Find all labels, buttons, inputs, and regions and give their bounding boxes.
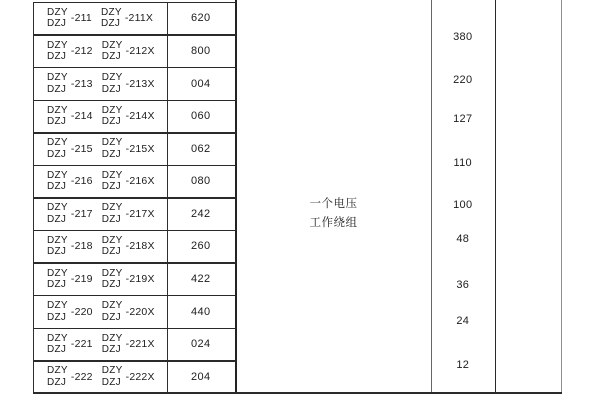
model-cell (34, 295, 167, 328)
model-designation (102, 170, 155, 193)
model-prefix-stack (47, 365, 68, 388)
model-prefix-dzj: DZJ (101, 344, 121, 356)
voltage-value: 100 (453, 199, 473, 211)
model-suffix: -219 (70, 273, 93, 286)
model-designation (102, 268, 155, 291)
code-cell: 062 (190, 142, 211, 155)
model-suffix: -222 (70, 370, 93, 383)
model-suffix: -218X (125, 240, 155, 253)
voltage-value: 48 (456, 233, 470, 245)
model-designation (47, 105, 93, 128)
model-prefix-dzj: DZJ (47, 116, 67, 128)
model-cell (34, 263, 167, 296)
code-cell: 260 (190, 240, 211, 253)
model-prefix-dzy: DZY (47, 169, 68, 181)
code-cell: 242 (190, 207, 211, 220)
model-suffix: -215X (125, 142, 155, 155)
code-cell: 024 (190, 338, 211, 351)
table-row (34, 67, 235, 100)
model-prefix-dzj: DZJ (101, 83, 121, 95)
model-prefix-dzy: DZY (101, 202, 123, 214)
model-prefix-dzy: DZY (101, 169, 123, 181)
table-row (34, 263, 235, 296)
model-prefix-dzy: DZY (47, 72, 68, 84)
code-cell: 422 (190, 273, 211, 286)
model-designation (47, 137, 93, 160)
model-prefix-dzj: DZJ (101, 181, 121, 193)
model-prefix-dzj: DZJ (101, 279, 121, 291)
model-prefix-dzj: DZJ (47, 181, 67, 193)
model-prefix-dzj: DZJ (47, 279, 67, 291)
model-designation (47, 268, 93, 291)
model-designation (102, 105, 155, 128)
model-prefix-stack (47, 300, 68, 323)
model-suffix: -218 (70, 240, 93, 253)
table-row (34, 100, 235, 133)
model-prefix-stack (47, 333, 68, 356)
code-cell: 204 (190, 370, 211, 383)
model-designation (102, 235, 155, 258)
model-prefix-dzy: DZY (47, 365, 68, 377)
model-suffix: -219X (125, 273, 155, 286)
model-designation (47, 333, 93, 356)
model-suffix: -216X (125, 175, 155, 188)
model-prefix-dzy: DZY (47, 267, 68, 279)
model-prefix-dzy: DZY (101, 72, 123, 84)
model-designation (102, 72, 155, 95)
model-prefix-dzy: DZY (101, 332, 123, 344)
table-vertical-border (495, 0, 497, 394)
model-prefix-dzy: DZY (101, 234, 123, 246)
model-prefix-stack (47, 105, 68, 128)
model-prefix-dzy: DZY (100, 6, 122, 18)
winding-label (237, 195, 430, 232)
model-designation (47, 40, 93, 63)
model-prefix-dzy: DZY (101, 267, 123, 279)
table-row (34, 230, 235, 263)
code-cell: 004 (190, 77, 211, 90)
model-designation (101, 7, 153, 30)
model-suffix: -212 (70, 45, 93, 58)
table-row (34, 132, 235, 165)
code-cell: 080 (190, 175, 211, 188)
model-prefix-stack (102, 202, 123, 225)
code-cell: 060 (190, 110, 211, 123)
table-row (34, 35, 235, 68)
table-row (34, 2, 235, 35)
model-suffix: -217 (70, 207, 93, 220)
model-prefix-stack (102, 300, 123, 323)
code-cell: 800 (190, 45, 211, 58)
model-prefix-stack (102, 137, 123, 160)
model-prefix-dzy: DZY (101, 300, 123, 312)
model-prefix-dzj: DZJ (100, 18, 121, 30)
voltage-value: 380 (453, 31, 473, 43)
table-vertical-border (561, 0, 563, 394)
model-cell (34, 35, 167, 68)
model-prefix-dzj: DZJ (47, 344, 67, 356)
model-designation (47, 235, 93, 258)
model-designation (47, 365, 93, 388)
table-row (34, 165, 235, 198)
model-prefix-stack (47, 235, 68, 258)
model-prefix-dzy: DZY (47, 234, 68, 246)
model-prefix-stack (47, 137, 68, 160)
model-prefix-stack (101, 7, 122, 30)
table-row (34, 295, 235, 328)
model-cell (34, 198, 167, 231)
model-designation (102, 202, 155, 225)
model-suffix: -211X (124, 12, 154, 25)
model-prefix-stack (102, 235, 123, 258)
model-prefix-dzj: DZJ (101, 148, 121, 160)
model-prefix-stack (102, 333, 123, 356)
model-designation (47, 170, 93, 193)
model-prefix-stack (47, 40, 68, 63)
model-prefix-dzj: DZJ (47, 83, 67, 95)
model-suffix: -221 (70, 338, 93, 351)
model-suffix: -222X (125, 370, 155, 383)
voltage-value: 127 (453, 113, 473, 125)
model-prefix-dzy: DZY (101, 39, 123, 51)
model-prefix-stack (47, 268, 68, 291)
model-prefix-stack (47, 202, 68, 225)
model-suffix: -216 (70, 175, 93, 188)
model-prefix-stack (102, 105, 123, 128)
model-prefix-dzj: DZJ (47, 51, 67, 63)
model-prefix-stack (102, 365, 123, 388)
model-prefix-dzy: DZY (47, 300, 68, 312)
model-prefix-dzy: DZY (47, 39, 68, 51)
model-prefix-dzj: DZJ (47, 376, 67, 388)
model-prefix-stack (102, 170, 123, 193)
winding-label-line2: 工作绕组 (309, 216, 358, 229)
model-prefix-dzj: DZJ (47, 148, 67, 160)
model-prefix-stack (102, 268, 123, 291)
model-cell (34, 100, 167, 133)
table-row (34, 328, 235, 361)
voltage-value: 36 (456, 279, 470, 291)
model-designation (47, 202, 93, 225)
model-prefix-dzy: DZY (101, 365, 123, 377)
model-suffix: -221X (125, 338, 155, 351)
model-cell (34, 230, 167, 263)
model-cell (34, 360, 167, 393)
model-prefix-dzy: DZY (47, 104, 68, 116)
model-prefix-dzj: DZJ (101, 213, 121, 225)
model-suffix: -215 (70, 142, 93, 155)
voltage-value: 24 (456, 315, 470, 327)
model-designation (102, 333, 155, 356)
table-row (34, 198, 235, 231)
model-cell (34, 328, 167, 361)
model-suffix: -220X (125, 305, 155, 318)
model-prefix-dzj: DZJ (101, 51, 121, 63)
model-prefix-dzj: DZJ (47, 213, 67, 225)
model-prefix-dzy: DZY (47, 6, 68, 18)
model-cell (34, 2, 167, 35)
model-designation (47, 300, 93, 323)
voltage-value: 110 (453, 157, 472, 169)
voltage-value: 220 (453, 74, 473, 86)
model-prefix-dzj: DZJ (101, 246, 121, 258)
model-prefix-dzy: DZY (101, 104, 123, 116)
code-cell: 440 (190, 305, 211, 318)
model-prefix-dzy: DZY (47, 137, 68, 149)
model-suffix: -214X (125, 110, 155, 123)
model-prefix-dzj: DZJ (101, 311, 121, 323)
model-suffix: -213 (70, 77, 93, 90)
model-prefix-dzy: DZY (47, 202, 68, 214)
model-prefix-dzy: DZY (101, 137, 123, 149)
model-prefix-dzj: DZJ (101, 116, 121, 128)
model-designation (102, 137, 155, 160)
winding-label-line1: 一个电压 (309, 198, 358, 210)
model-designation (102, 40, 155, 63)
voltage-value: 12 (456, 359, 470, 371)
model-cell (34, 67, 167, 100)
model-prefix-stack (47, 170, 68, 193)
code-cell: 620 (190, 12, 211, 25)
model-suffix: -217X (125, 207, 155, 220)
model-suffix: -220 (70, 305, 93, 318)
model-prefix-stack (102, 40, 123, 63)
model-cell (34, 165, 167, 198)
model-designation (47, 72, 93, 95)
model-prefix-dzj: DZJ (101, 376, 121, 388)
voltage-column (431, 0, 495, 394)
model-designation (102, 365, 155, 388)
model-designation (102, 300, 155, 323)
table-row (34, 360, 235, 393)
model-prefix-stack (102, 72, 123, 95)
model-prefix-dzy: DZY (47, 332, 68, 344)
model-suffix: -213X (125, 77, 155, 90)
model-prefix-stack (47, 72, 68, 95)
model-cell (34, 132, 167, 165)
model-prefix-dzj: DZJ (47, 311, 67, 323)
model-prefix-dzj: DZJ (47, 18, 67, 30)
model-suffix: -211 (70, 12, 92, 25)
model-suffix: -214 (70, 110, 93, 123)
model-suffix: -212X (125, 45, 155, 58)
model-designation (47, 7, 92, 30)
model-prefix-stack (47, 7, 68, 30)
model-prefix-dzj: DZJ (47, 246, 67, 258)
